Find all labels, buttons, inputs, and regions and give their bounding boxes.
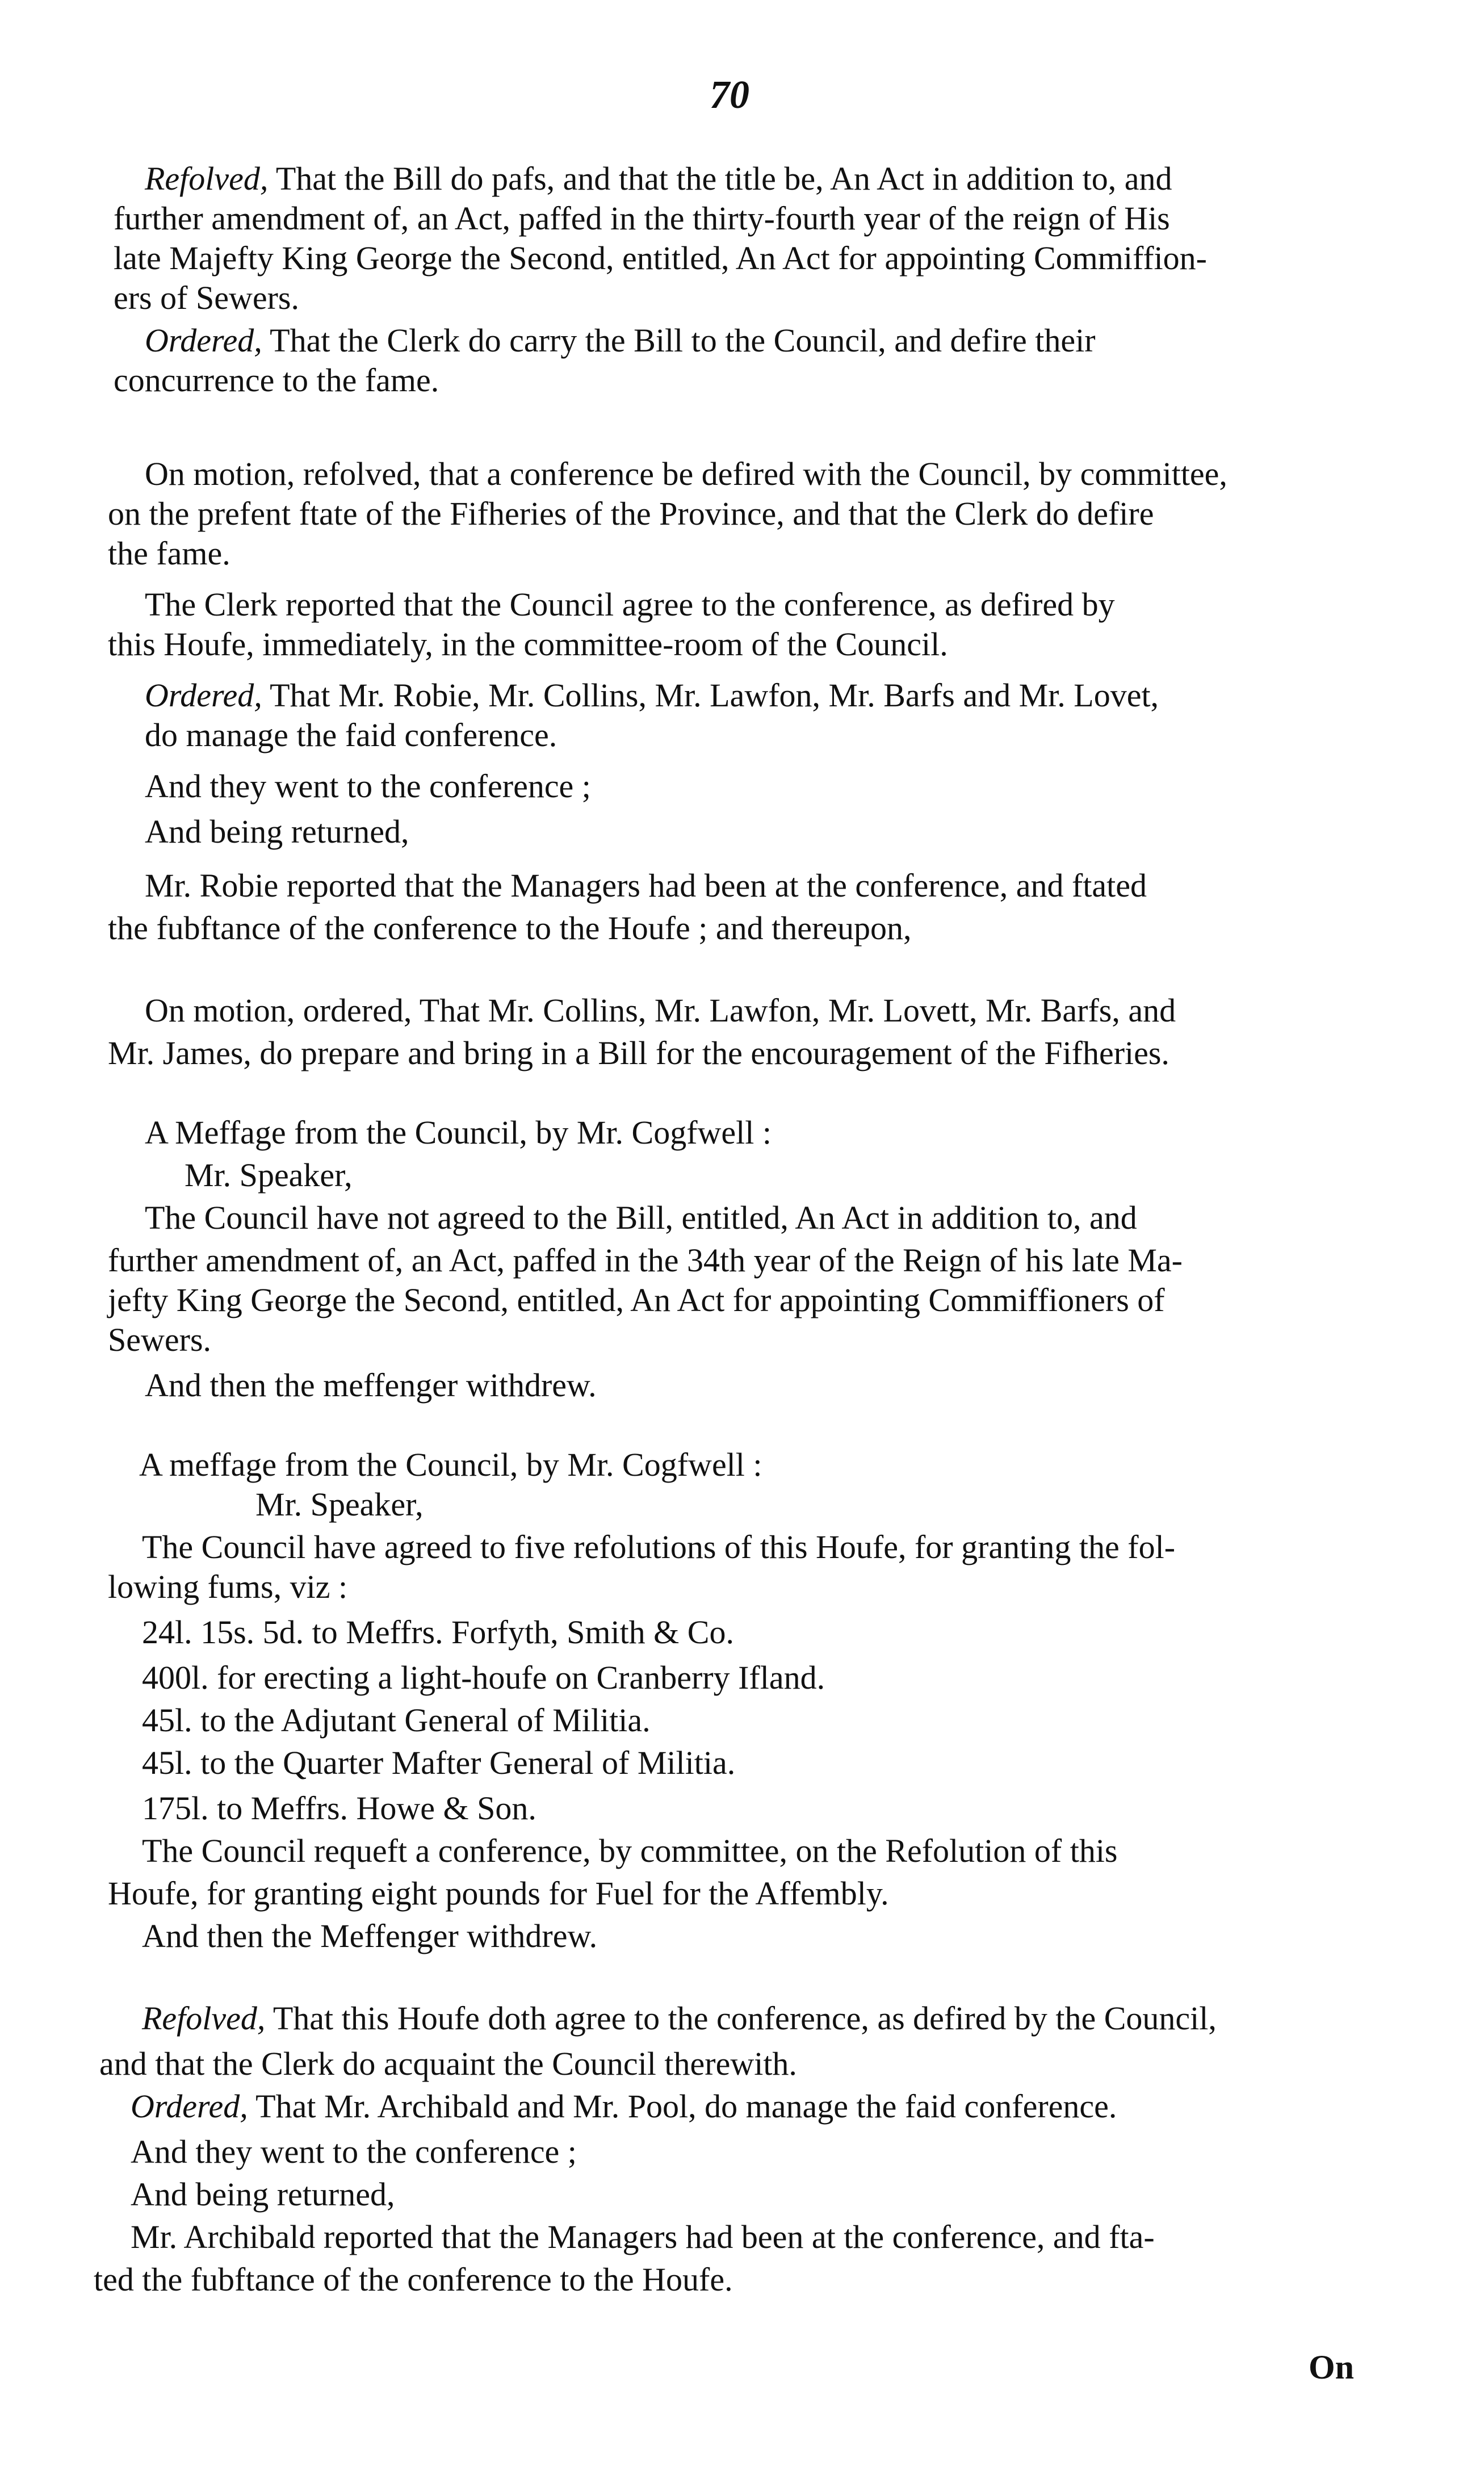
line-text: The Council have not agreed to the Bill, entitled, An Act in addition to, and <box>145 1199 1137 1236</box>
text-line <box>145 715 557 755</box>
line-text: 24l. 15s. 5d. to Meffrs. Forfyth, Smith & Co. <box>142 1614 734 1651</box>
line-text: further amendment of, an Act, paffed in the 34th year of the Reign of his late Ma- <box>108 1242 1183 1279</box>
line-lead: Refolved, <box>142 2000 266 2037</box>
line-text: this Houfe, immediately, in the committee-room of the Council. <box>108 626 948 663</box>
text-line <box>114 199 1170 238</box>
text-line <box>142 1701 651 1740</box>
text-line <box>145 812 409 852</box>
catchword: On <box>1309 2348 1355 2386</box>
text-line <box>131 2217 1155 2257</box>
text-line <box>142 1789 536 1828</box>
line-text: the fame. <box>108 535 230 572</box>
text-line <box>108 1280 1165 1320</box>
text-line <box>114 278 299 318</box>
page-number: 70 <box>710 73 749 117</box>
line-text: do manage the faid conference. <box>145 717 557 753</box>
text-line <box>108 908 912 948</box>
line-text: jefty King George the Second, entitled, An Act for appointing Commiffioners of <box>108 1282 1165 1318</box>
line-text: That the Clerk do carry the Bill to the Council, and defire their <box>262 322 1096 359</box>
line-text: 45l. to the Adjutant General of Militia. <box>142 1702 651 1739</box>
text-line <box>142 1613 734 1652</box>
line-text: Mr. Archibald reported that the Managers had been at the conference, and fta- <box>131 2218 1155 2255</box>
line-text: and that the Clerk do acquaint the Council therewith. <box>99 2045 797 2082</box>
text-line <box>108 1567 347 1607</box>
line-text: That Mr. Robie, Mr. Collins, Mr. Lawfon, Mr. Barfs and Mr. Lovet, <box>262 677 1159 714</box>
text-line <box>145 159 1172 199</box>
text-line <box>99 2044 797 2084</box>
line-text: concurrence to the fame. <box>114 362 439 399</box>
line-text: 400l. for erecting a light-houfe on Cranberry Ifland. <box>142 1659 825 1696</box>
line-text: That Mr. Archibald and Mr. Pool, do manage the faid conference. <box>248 2088 1117 2125</box>
line-text: Mr. Speaker, <box>185 1157 353 1194</box>
text-line <box>145 1113 772 1153</box>
text-line <box>145 676 1159 715</box>
line-text: Mr. Speaker, <box>255 1486 424 1523</box>
line-text: lowing fums, viz : <box>108 1568 348 1605</box>
line-lead: Ordered, <box>145 677 262 714</box>
text-line <box>108 494 1154 534</box>
text-line <box>108 625 948 664</box>
line-text: And being returned, <box>145 813 409 850</box>
text-line <box>185 1155 353 1195</box>
text-line <box>142 1916 597 1956</box>
line-text: That the Bill do pafs, and that the title be, An Act in addition to, and <box>268 160 1172 197</box>
text-line <box>131 2132 577 2172</box>
line-text: 175l. to Meffrs. Howe & Son. <box>142 1790 536 1827</box>
line-text: late Majefty King George the Second, entitled, An Act for appointing Commiffion- <box>114 240 1207 277</box>
text-line <box>255 1485 424 1525</box>
line-lead: Refolved, <box>145 160 269 197</box>
text-line <box>108 1874 889 1913</box>
text-line <box>145 321 1096 361</box>
text-line <box>108 1320 211 1360</box>
line-text: The Council have agreed to five refolutions of this Houfe, for granting the fol- <box>142 1529 1176 1565</box>
text-line <box>142 1743 735 1783</box>
line-text: A meffage from the Council, by Mr. Cogfwell : <box>139 1446 762 1483</box>
text-line <box>145 991 1176 1031</box>
text-line <box>108 534 230 573</box>
line-text: And they went to the conference ; <box>131 2133 577 2170</box>
line-text: 45l. to the Quarter Mafter General of Militia. <box>142 1744 736 1781</box>
line-text: the fubftance of the conference to the Houfe ; and thereupon, <box>108 910 912 947</box>
text-line <box>145 866 1147 906</box>
line-text: And then the meffenger withdrew. <box>145 1367 597 1404</box>
text-line <box>145 454 1227 494</box>
text-line <box>142 1527 1175 1567</box>
line-text: Houfe, for granting eight pounds for Fuel for the Affembly. <box>108 1875 889 1912</box>
text-line <box>142 1658 825 1698</box>
line-lead: Ordered, <box>145 322 262 359</box>
line-text: And then the Meffenger withdrew. <box>142 1917 598 1954</box>
text-line <box>142 1999 1217 2038</box>
text-line <box>108 1033 1169 1073</box>
line-text: And being returned, <box>131 2176 395 2213</box>
line-text: And they went to the conference ; <box>145 768 591 805</box>
text-line <box>114 361 439 400</box>
line-text: on the prefent ftate of the Fifheries of the Province, and that the Clerk do defire <box>108 495 1154 532</box>
line-text: A Meffage from the Council, by Mr. Cogfwell : <box>145 1114 772 1151</box>
text-line <box>145 585 1115 625</box>
line-text: The Clerk reported that the Council agree to the conference, as defired by <box>145 586 1115 623</box>
text-line <box>139 1445 762 1485</box>
text-line <box>108 1241 1183 1280</box>
line-lead: Ordered, <box>131 2088 248 2125</box>
text-line <box>94 2260 733 2300</box>
line-text: further amendment of, an Act, paffed in the thirty-fourth year of the reign of His <box>114 200 1170 237</box>
text-line <box>131 2087 1117 2126</box>
line-text: Mr. Robie reported that the Managers had been at the conference, and ftated <box>145 867 1147 904</box>
text-line <box>145 1366 597 1405</box>
line-text: Sewers. <box>108 1321 212 1358</box>
line-text: Mr. James, do prepare and bring in a Bill for the encouragement of the Fifheries. <box>108 1035 1169 1071</box>
line-text: That this Houfe doth agree to the conference, as defired by the Council, <box>265 2000 1217 2037</box>
line-text: ted the fubftance of the conference to the Houfe. <box>94 2261 733 2298</box>
line-text: ers of Sewers. <box>114 279 299 316</box>
line-text: The Council requeft a conference, by committee, on the Refolution of this <box>142 1832 1118 1869</box>
text-line <box>131 2175 395 2214</box>
text-line <box>145 767 591 806</box>
text-line <box>145 1198 1137 1238</box>
text-line <box>114 238 1207 278</box>
line-text: On motion, ordered, That Mr. Collins, Mr. Lawfon, Mr. Lovett, Mr. Barfs, and <box>145 992 1176 1029</box>
line-text: On motion, refolved, that a conference be defired with the Council, by committee, <box>145 455 1227 492</box>
text-line <box>142 1831 1118 1871</box>
